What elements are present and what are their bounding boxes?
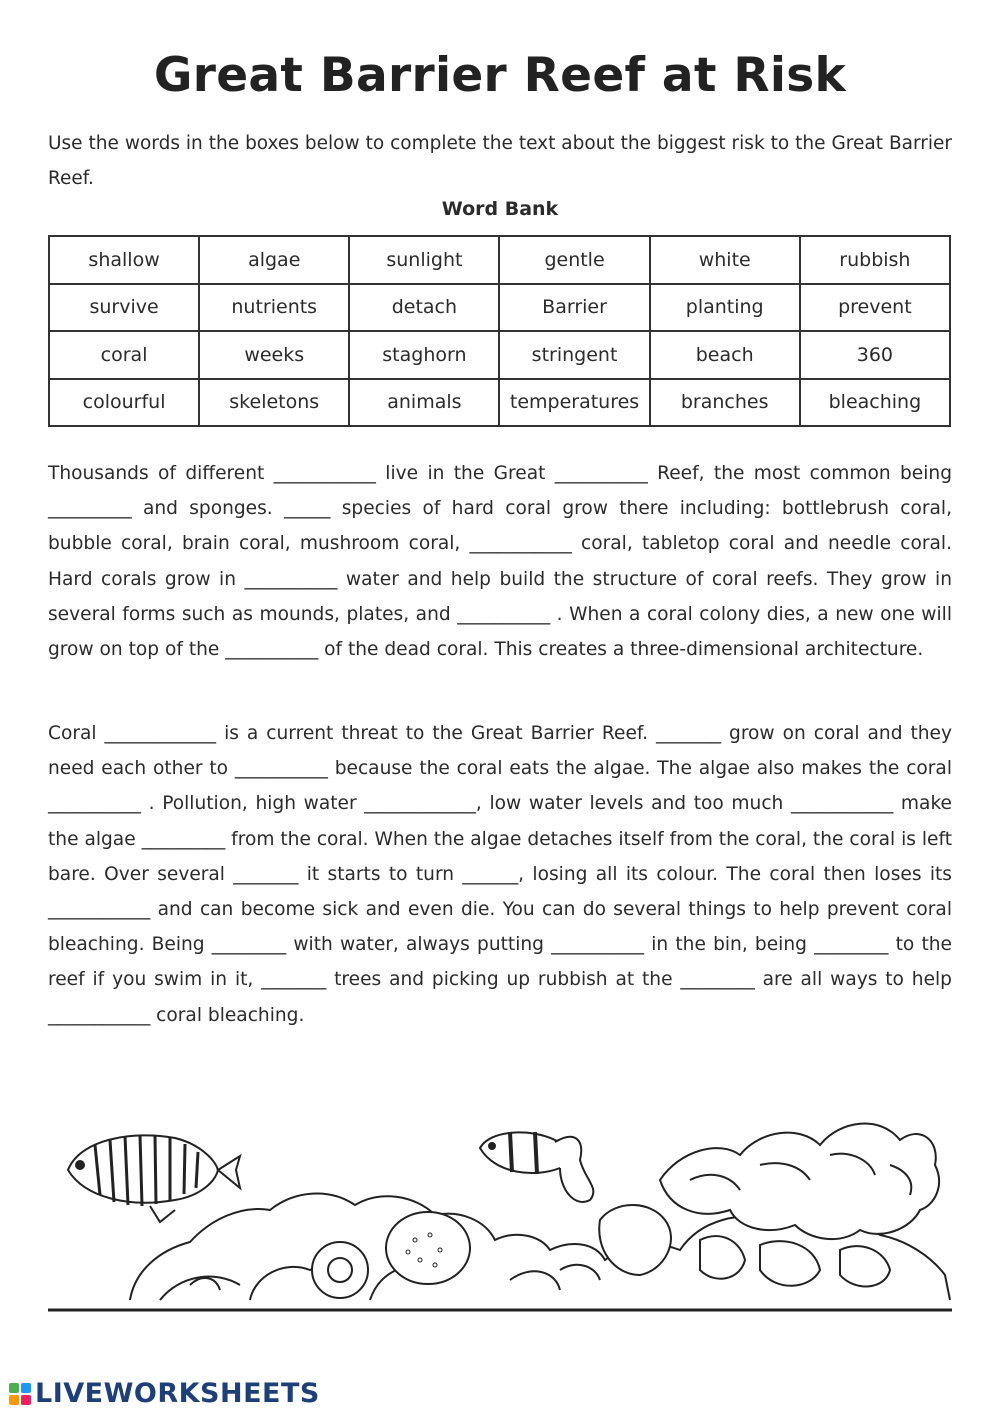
word-bank-cell: rubbish — [800, 236, 950, 284]
word-bank-cell: Barrier — [499, 284, 649, 332]
word-bank-cell: branches — [650, 379, 800, 427]
word-bank-cell: stringent — [499, 331, 649, 379]
word-bank-cell: planting — [650, 284, 800, 332]
word-bank-cell: animals — [349, 379, 499, 427]
word-bank-cell: weeks — [199, 331, 349, 379]
word-bank-cell: white — [650, 236, 800, 284]
paragraph-coral-bleaching: Coral ____________ is a current threat to the Great Barrier Reef. _______ grow on coral and they need each other to __________ because the coral eats the algae. The algae also makes the coral __________ . Pollution, high water ____________, low water levels and too much ___________ make the algae _________ from the coral. When the algae detaches itself from the coral, the coral is left bare. Over several _______ it starts to turn ______, losing all its colour. The coral then loses its ___________ and can become sick and even die. You can do several things to help prevent coral bleaching. Being ________ with water, always putting __________ in the bin, being ________ to the reef if you swim in it, _______ trees and picking up rubbish at the ________ are all ways to help ___________ coral bleaching. — [48, 723, 952, 1026]
word-bank-row — [49, 331, 950, 379]
word-bank-cell: 360 — [800, 331, 950, 379]
brand-footer — [8, 1378, 320, 1409]
liveworksheets-logo-icon — [8, 1382, 32, 1406]
word-bank-cell: staghorn — [349, 331, 499, 379]
word-bank-cell: colourful — [49, 379, 199, 427]
word-bank-cell: survive — [49, 284, 199, 332]
instructions: Use the words in the boxes below to complete the text about the biggest risk to the Great Barrier Reef. — [48, 133, 952, 189]
word-bank-cell: nutrients — [199, 284, 349, 332]
word-bank-cell: skeletons — [199, 379, 349, 427]
page-title: Great Barrier Reef at Risk — [153, 48, 847, 103]
angelfish-illustration — [68, 1135, 240, 1222]
word-bank-cell: beach — [650, 331, 800, 379]
word-bank-cell: temperatures — [499, 379, 649, 427]
coral-reef-illustration — [40, 1070, 960, 1330]
word-bank-cell: gentle — [499, 236, 649, 284]
word-bank-cell: bleaching — [800, 379, 950, 427]
word-bank-cell: sunlight — [349, 236, 499, 284]
word-bank-row — [49, 284, 950, 332]
word-bank-cell: algae — [199, 236, 349, 284]
word-bank-row — [49, 379, 950, 427]
word-bank-row — [49, 236, 950, 284]
word-bank-cell: shallow — [49, 236, 199, 284]
brand-name: LIVEWORKSHEETS — [35, 1378, 320, 1409]
word-bank-table — [48, 235, 951, 427]
word-bank-cell: coral — [49, 331, 199, 379]
clownfish-illustration — [480, 1132, 593, 1202]
paragraph-coral-species: Thousands of different ___________ live in the Great __________ Reef, the most common being _________ and sponges. _____ species of hard coral grow there including: bottlebrush coral, bubble coral, brain coral, mushroom coral, ___________ coral, tabletop coral and needle coral. Hard corals grow in __________ water and help build the structure of coral reefs. They grow in several forms such as mounds, plates, and __________ . When a coral colony dies, a new one will grow on top of the __________ of the dead coral. This creates a three-dimensional architecture. — [48, 463, 952, 661]
word-bank-cell: detach — [349, 284, 499, 332]
word-bank-title: Word Bank — [441, 198, 559, 220]
word-bank-cell: prevent — [800, 284, 950, 332]
